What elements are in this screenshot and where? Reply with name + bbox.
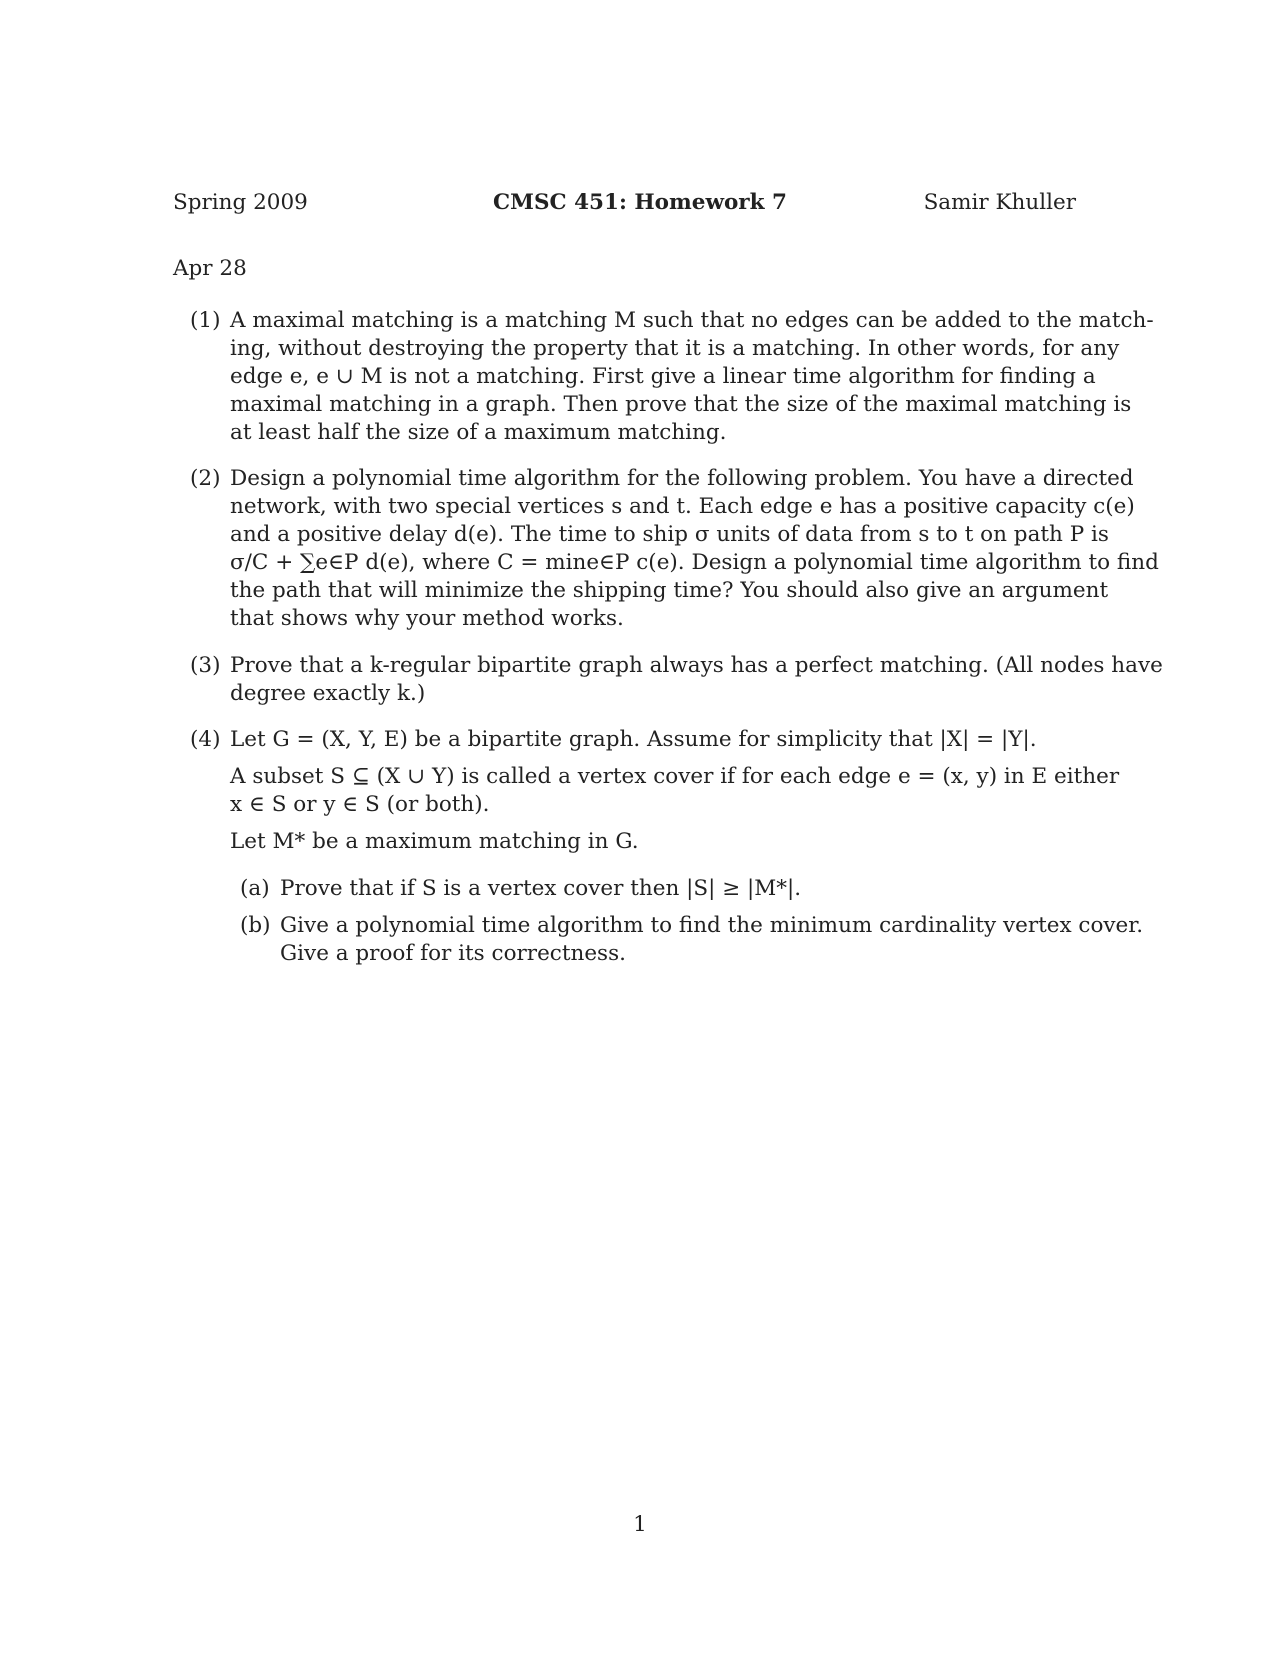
part-b-label: (b) (240, 913, 271, 938)
problem-3-line: Prove that a k-regular bipartite graph always has a perfect matching. (All nodes have (230, 653, 1163, 678)
part-a-line: Prove that if S is a vertex cover then |S| ≥ |M*|. (280, 876, 802, 901)
document-title: CMSC 451: Homework 7 (493, 190, 787, 215)
header-term: Spring 2009 (173, 190, 308, 215)
problem-4-line: A subset S ⊆ (X ∪ Y) is called a vertex cover if for each edge e = (x, y) in E either (230, 764, 1120, 789)
problem-3-number: (3) (190, 653, 221, 678)
problem-4-number: (4) (190, 727, 221, 752)
problem-1-line: A maximal matching is a matching M such that no edges can be added to the match- (230, 308, 1154, 333)
problem-1-line: edge e, e ∪ M is not a matching. First give a linear time algorithm for finding a (230, 364, 1096, 389)
problem-2-line: the path that will minimize the shipping time? You should also give an argument (230, 578, 1109, 603)
problem-3-line: degree exactly k.) (230, 681, 426, 706)
problem-2-line: Design a polynomial time algorithm for the following problem. You have a directed (230, 466, 1134, 491)
problem-1-number: (1) (190, 308, 221, 333)
problem-2-line: and a positive delay d(e). The time to ship σ units of data from s to t on path P is (230, 522, 1109, 547)
header-author: Samir Khuller (923, 190, 1076, 215)
problem-2-number: (2) (190, 466, 221, 491)
problem-4-line: Let G = (X, Y, E) be a bipartite graph. Assume for simplicity that |X| = |Y|. (230, 727, 1037, 752)
problem-2-line: network, with two special vertices s and t. Each edge e has a positive capacity c(e) (230, 494, 1135, 519)
problem-1-line: maximal matching in a graph. Then prove that the size of the maximal matching is (230, 392, 1132, 417)
date: Apr 28 (173, 256, 247, 281)
page-number: 1 (633, 1512, 647, 1537)
part-b-line: Give a proof for its correctness. (280, 941, 626, 966)
problem-2-line: that shows why your method works. (230, 606, 624, 631)
problem-2-line: σ/C + ∑e∈P d(e), where C = mine∈P c(e). Design a polynomial time algorithm to find (230, 550, 1159, 575)
problem-1-line: at least half the size of a maximum matching. (230, 420, 727, 445)
part-b-line: Give a polynomial time algorithm to find the minimum cardinality vertex cover. (280, 913, 1144, 938)
problem-1-line: ing, without destroying the property that it is a matching. In other words, for any (230, 336, 1120, 361)
problem-4-line: Let M* be a maximum matching in G. (230, 829, 639, 854)
problem-4-line: x ∈ S or y ∈ S (or both). (230, 792, 490, 817)
part-a-label: (a) (240, 876, 270, 901)
